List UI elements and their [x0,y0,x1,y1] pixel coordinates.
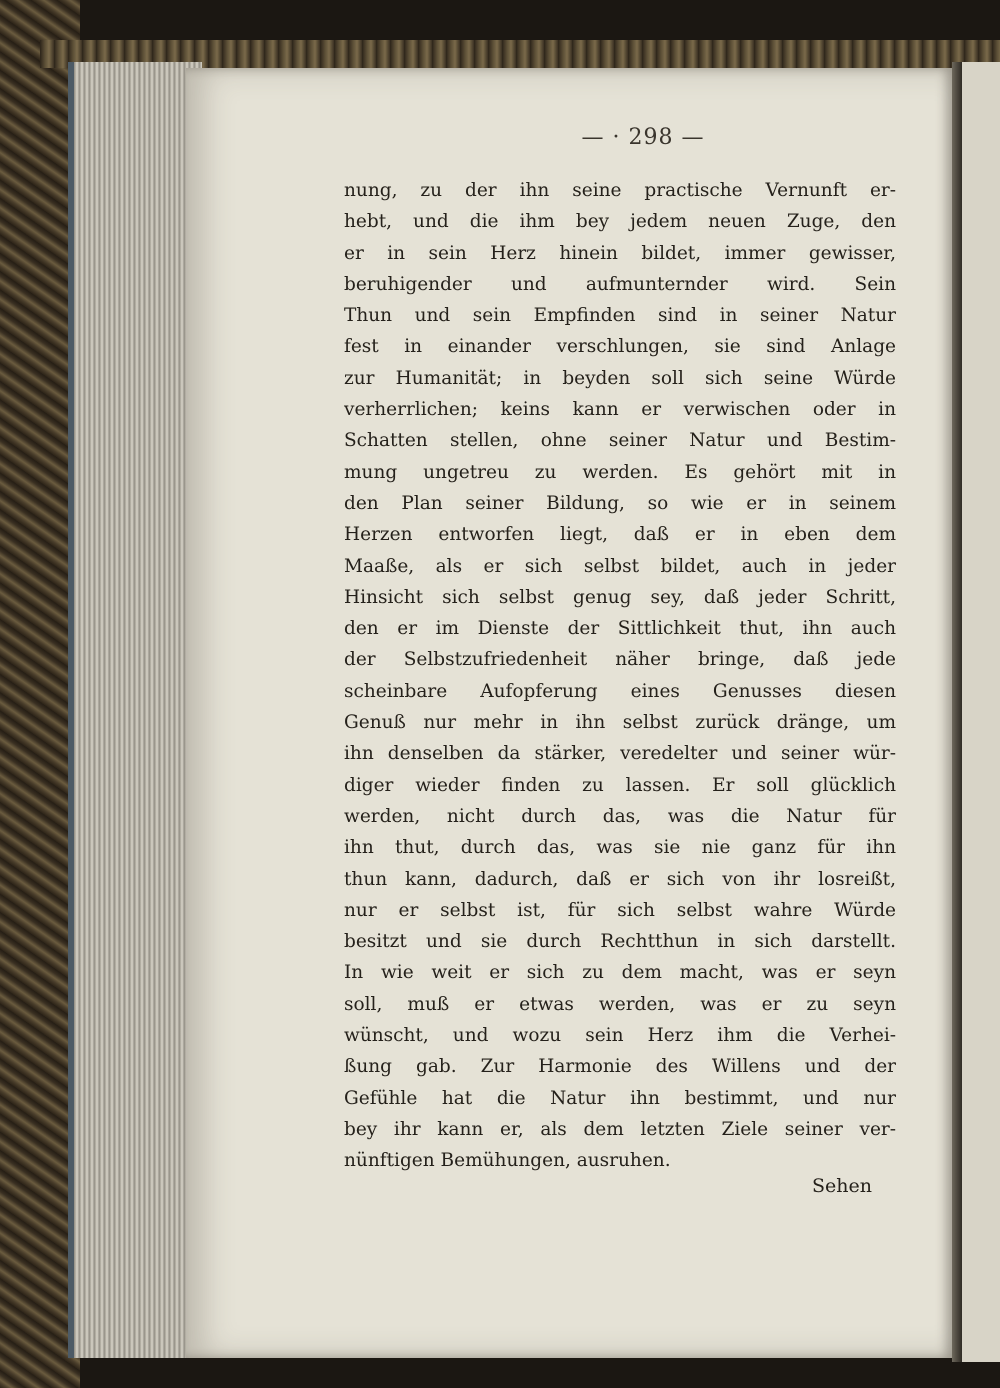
text-line: soll, muß er etwas werden, was er zu seyn [344,993,896,1015]
text-line: Genuß nur mehr in ihn selbst zurück dränge, um [344,712,896,734]
text-line: nung, zu der ihn seine practische Vernunft er- [344,180,896,201]
text-line: verherrlichen; keins kann er verwischen oder in [344,399,896,421]
text-line: bey ihr kann er, als dem letzten Ziele seiner ver- [344,1118,896,1140]
page-number-header: — · 298 — [581,125,705,150]
text-line: hebt, und die ihm bey jedem neuen Zuge, den [344,211,896,233]
text-line: der Selbstzufriedenheit näher bringe, daß jede [344,649,896,671]
text-line: wünscht, und wozu sein Herz ihm die Verhei- [344,1025,896,1047]
text-line: zur Humanität; in beyden soll sich seine Würde [344,367,896,389]
text-line: nur er selbst ist, für sich selbst wahre Würde [344,899,896,921]
page-edges [68,62,202,1358]
catchword: Sehen [812,1175,872,1197]
text-line: thun kann, dadurch, daß er sich von ihr losreißt, [344,868,896,890]
text-line: In wie weit er sich zu dem macht, was er seyn [344,962,896,984]
text-line: Gefühle hat die Natur ihn bestimmt, und nur [344,1087,896,1109]
text-line: ihn denselben da stärker, veredelter und seiner wür- [344,743,896,765]
text-line: ßung gab. Zur Harmonie des Willens und der [344,1056,896,1078]
body-text [344,175,896,1177]
text-line: mung ungetreu zu werden. Es gehört mit in [344,461,896,483]
text-line: nünftigen Bemühungen, ausruhen. [344,1150,671,1172]
text-line: scheinbare Aufopferung eines Genusses diesen [344,680,896,702]
text-line: beruhigender und aufmunternder wird. Sein [344,273,896,295]
text-line: Herzen entworfen liegt, daß er in eben dem [344,524,896,546]
text-line: Maaße, als er sich selbst bildet, auch in jeder [344,555,896,577]
text-line: Schatten stellen, ohne seiner Natur und Bestim- [344,430,896,452]
text-line: den er im Dienste der Sittlichkeit thut, ihn auch [344,618,896,640]
facing-page-edge [962,62,1000,1362]
text-line: fest in einander verschlungen, sie sind Anlage [344,336,896,358]
text-line: ihn thut, durch das, was sie nie ganz für ihn [344,837,896,859]
text-line: er in sein Herz hinein bildet, immer gewisser, [344,242,896,264]
text-line: Hinsicht sich selbst genug sey, daß jeder Schritt, [344,586,896,608]
text-line: besitzt und sie durch Rechtthun in sich darstellt. [344,931,896,953]
text-line: diger wieder finden zu lassen. Er soll glücklich [344,774,896,796]
book-gutter [952,62,962,1362]
text-line: den Plan seiner Bildung, so wie er in seinem [344,492,896,514]
text-line: Thun und sein Empfinden sind in seiner Natur [344,305,896,327]
text-line: werden, nicht durch das, was die Natur für [344,805,896,827]
